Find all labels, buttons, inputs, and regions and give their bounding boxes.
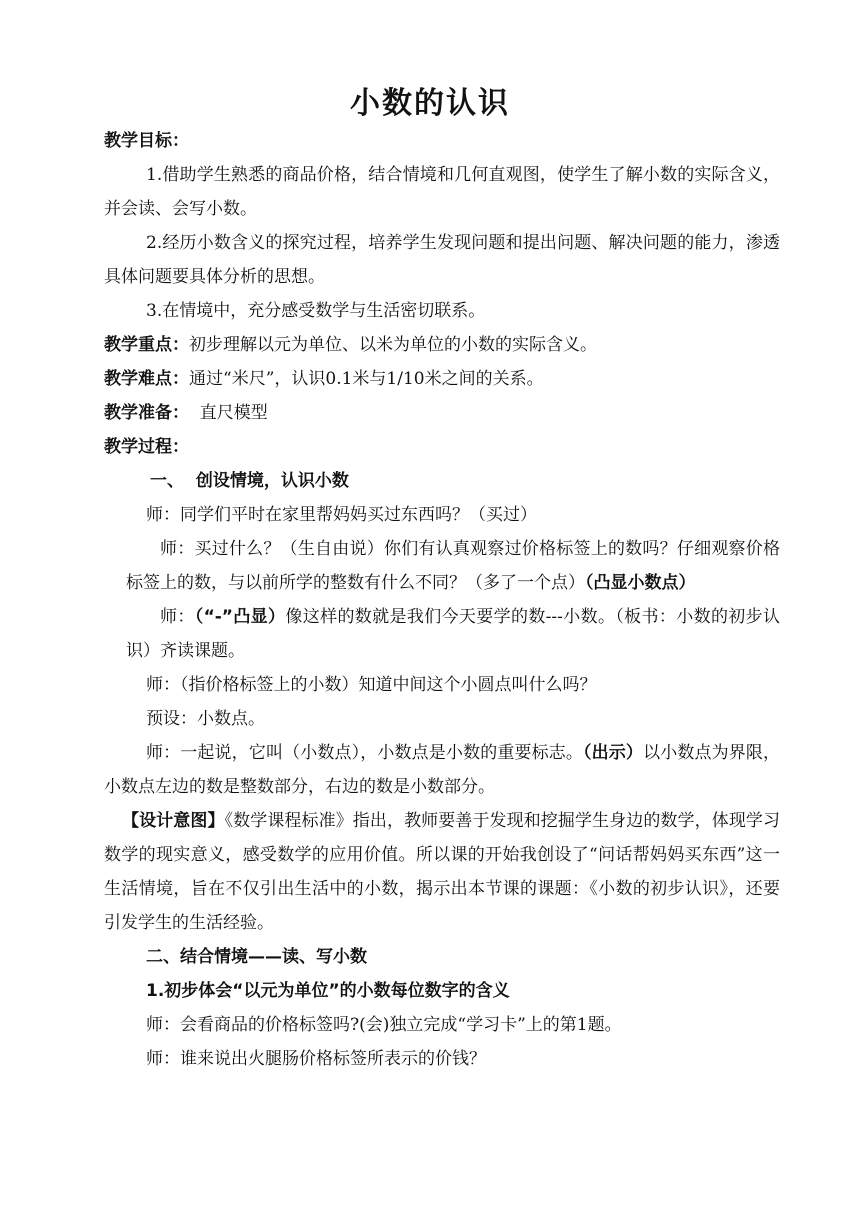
- dialogue-3-text: 像这样的数就是我们今天要学的数---小数。（板书：小数的初步认识）齐读课题。: [126, 607, 781, 661]
- dialogue-3-emphasis: （“-”凸显）: [194, 607, 286, 627]
- dialogue-1: 师：同学们平时在家里帮妈妈买过东西吗？（买过）: [146, 505, 537, 525]
- document-body: [104, 124, 780, 1076]
- preparation-label: 教学准备：: [104, 403, 189, 423]
- dialogue-2-emphasis: （凸显小数点）: [585, 573, 696, 593]
- design-intent: [104, 804, 780, 940]
- section-2-heading: 二、结合情境——读、写小数: [146, 947, 367, 967]
- dialogue-3: [104, 600, 780, 668]
- dialogue-7: 师：会看商品的价格标签吗?(会)独立完成“学习卡”上的第1题。: [146, 1015, 622, 1035]
- design-intent-text: 《数学课程标准》指出，教师要善于发现和挖掘学生身边的数学，体现学习数学的现实意义，感受数学的应用价值。所以课的开始我创设了“问话帮妈妈买东西”这一生活情境，旨在不仅引出生活中的小数，揭示出本节课的课题：《小数的初步认识》，还要引发学生的生活经验。: [104, 811, 781, 933]
- dialogue-2: [104, 532, 780, 600]
- page-title: 小数的认识: [350, 86, 510, 121]
- difficulty-label: 教学难点：: [104, 369, 189, 389]
- dialogue-6-rest: 以小数点为界限，小数点左边的数是整数部分，右边的数是小数部分。: [104, 743, 781, 797]
- dialogue-4: 师：（指价格标签上的小数）知道中间这个小圆点叫什么吗？: [146, 675, 597, 695]
- difficulty: [104, 362, 780, 396]
- goal-2: 2.经历小数含义的探究过程，培养学生发现问题和提出问题、解决问题的能力，渗透具体问题要具体分析的思想。: [104, 233, 780, 287]
- difficulty-text: 通过“米尺”，认识0.1米与1/10米之间的关系。: [189, 369, 544, 389]
- key-point: [104, 328, 780, 362]
- design-intent-label: 【设计意图】: [122, 811, 225, 831]
- dialogue-2-text: 师：买过什么？（生自由说）你们有认真观察过价格标签上的数吗？仔细观察价格标签上的数，与以前所学的整数有什么不同？（多了一个点）: [126, 539, 780, 593]
- subsection-1-heading: 1.初步体会“以元为单位”的小数每位数字的含义: [146, 981, 510, 1001]
- dialogue-8: 师：谁来说出火腿肠价格标签所表示的价钱？: [146, 1049, 486, 1069]
- goal-3: 3.在情境中，充分感受数学与生活密切联系。: [146, 301, 486, 321]
- section-1-heading: 一、 创设情境，认识小数: [150, 471, 349, 491]
- key-point-label: 教学重点：: [104, 335, 189, 355]
- process-heading: 教学过程：: [104, 437, 189, 457]
- preparation-text: 直尺模型: [189, 403, 268, 423]
- dialogue-6: [104, 736, 780, 804]
- preparation: [104, 396, 780, 430]
- dialogue-5: 预设：小数点。: [146, 709, 265, 729]
- dialogue-3-prefix: 师：: [160, 607, 195, 627]
- key-point-text: 初步理解以元为单位、以米为单位的小数的实际含义。: [189, 335, 597, 355]
- goals-heading: 教学目标：: [104, 131, 189, 151]
- goal-1: 1.借助学生熟悉的商品价格，结合情境和几何直观图，使学生了解小数的实际含义，并会读、会写小数。: [104, 165, 780, 219]
- dialogue-6-text: 师：一起说，它叫（小数点），小数点是小数的重要标志。: [146, 743, 584, 763]
- dialogue-6-emphasis: （出示）: [583, 743, 644, 763]
